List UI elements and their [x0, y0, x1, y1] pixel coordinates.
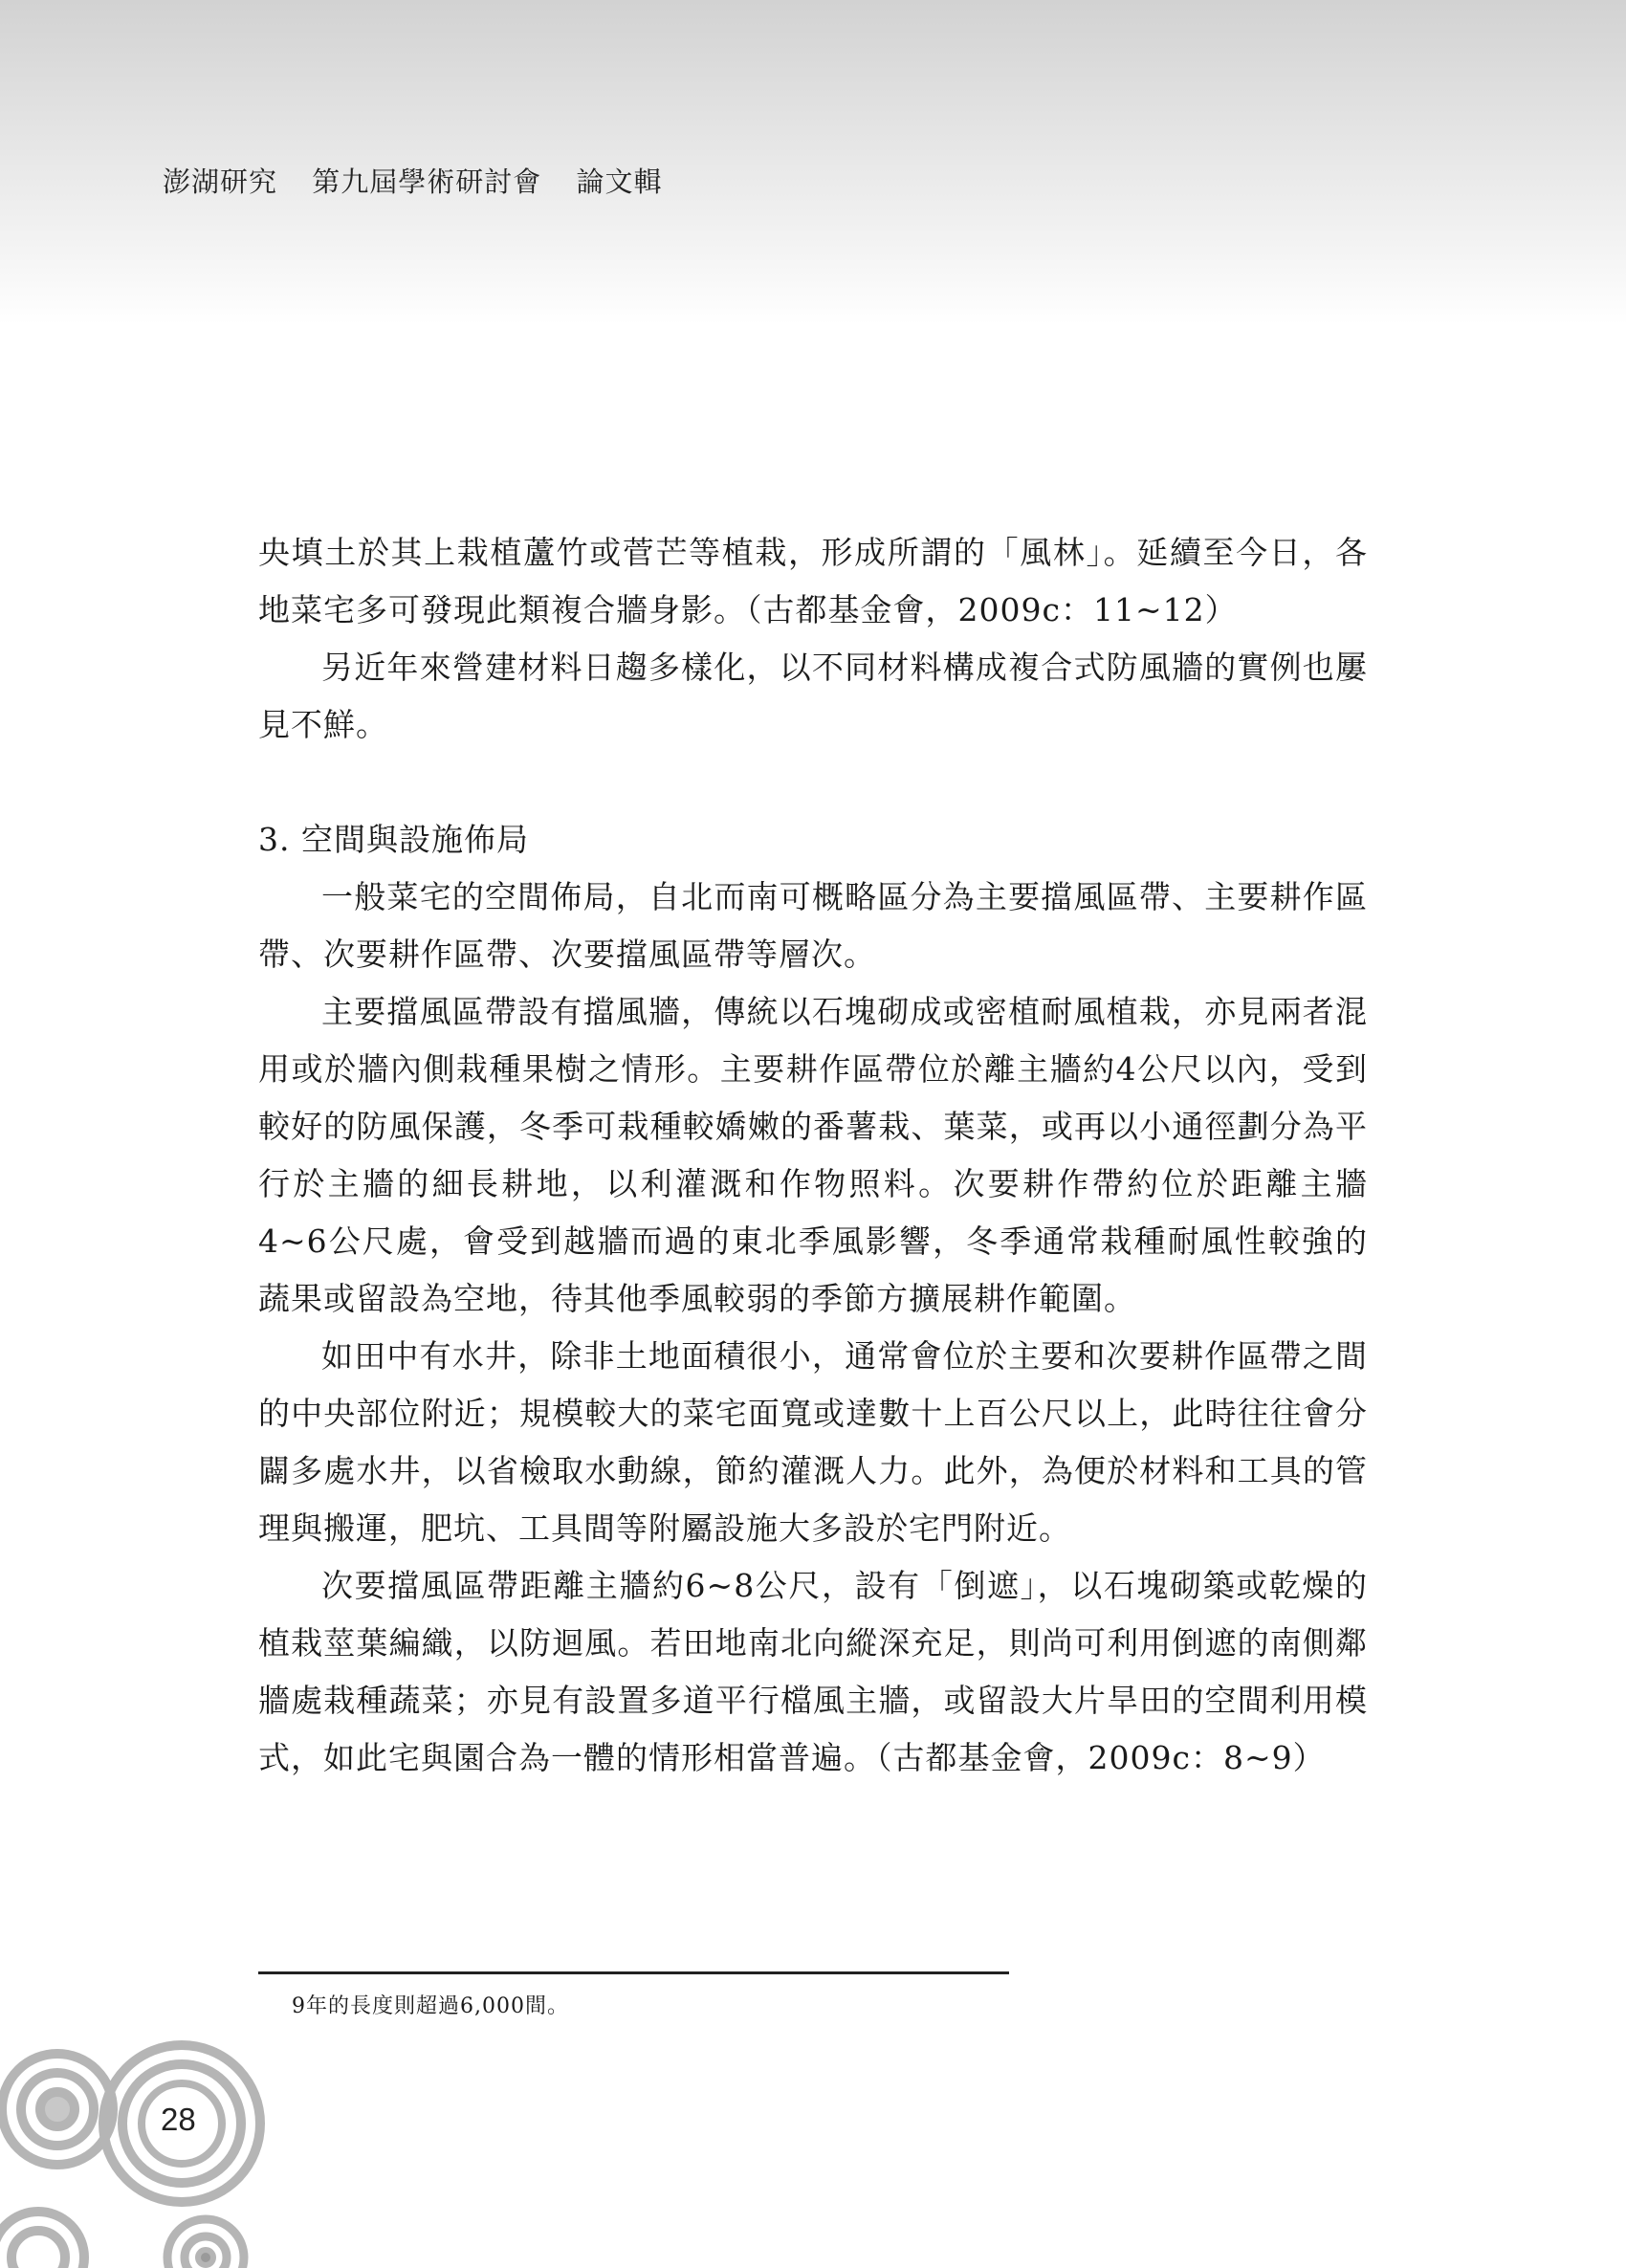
body-text [258, 524, 1368, 1787]
volume-title: 論文輯 [576, 165, 663, 198]
footnote-divider [258, 1971, 1009, 1974]
circle-ring [11, 2231, 65, 2268]
footnote: 9年的長度則超過6,000間。 [292, 1994, 569, 2018]
paragraph: 另近年來營建材料日趨多樣化，以不同材料構成複合式防風牆的實例也屢見不鮮。 [258, 649, 1368, 743]
section-heading: 3. 空間與設施佈局 [258, 821, 529, 858]
decorative-circles-graphic [0, 2028, 306, 2268]
running-head [163, 161, 687, 200]
paragraph: 如田中有水井，除非土地面積很小，通常會位於主要和次要耕作區帶之間的中央部位附近；規模較大的菜宅面寬或達數十上百公尺以上，此時往往會分闢多處水井，以省檢取水動線，節約灌溉人力。此外，為便於材料和工具的管理與搬運，肥坑、工具間等附屬設施大多設於宅門附近。 [258, 1337, 1368, 1547]
journal-title: 澎湖研究 [163, 165, 278, 198]
page-number: 28 [161, 2102, 196, 2137]
conference-title: 第九屆學術研討會 [312, 165, 542, 198]
circle-ring [198, 2250, 213, 2265]
paragraph: 次要擋風區帶距離主牆約6~8公尺，設有「倒遮」，以石塊砌築或乾燥的植栽莖葉編織，以防迴風。若田地南北向縱深充足，則尚可利用倒遮的南側鄰牆處栽種蔬菜；亦見有設置多道平行檔風主牆，或留設大片旱田的空間利用模式，如此宅與園合為一體的情形相當普遍。（古都基金會，2009c：8~9） [258, 1567, 1368, 1776]
circle-ring [40, 2092, 75, 2126]
paragraph: 一般菜宅的空間佈局，自北而南可概略區分為主要擋風區帶、主要耕作區帶、次要耕作區帶、次要擋風區帶等層次。 [258, 878, 1368, 973]
paragraph-continuation: 央填土於其上栽植蘆竹或菅芒等植栽，形成所謂的「風林」。延續至今日，各地菜宅多可發現此類複合牆身影。（古都基金會，2009c：11~12） [258, 534, 1368, 628]
paragraph: 主要擋風區帶設有擋風牆，傳統以石塊砌成或密植耐風植栽，亦見兩者混用或於牆內側栽種果樹之情形。主要耕作區帶位於離主牆約4公尺以內，受到較好的防風保護，冬季可栽種較嬌嫩的番薯栽、葉菜，或再以小通徑劃分為平行於主牆的細長耕地，以利灌溉和作物照料。次要耕作帶約位於距離主牆4~6公尺處，會受到越牆而過的東北季風影響，冬季通常栽種耐風性較強的蔬果或留設為空地，待其他季風較弱的季節方擴展耕作範圍。 [258, 993, 1368, 1317]
